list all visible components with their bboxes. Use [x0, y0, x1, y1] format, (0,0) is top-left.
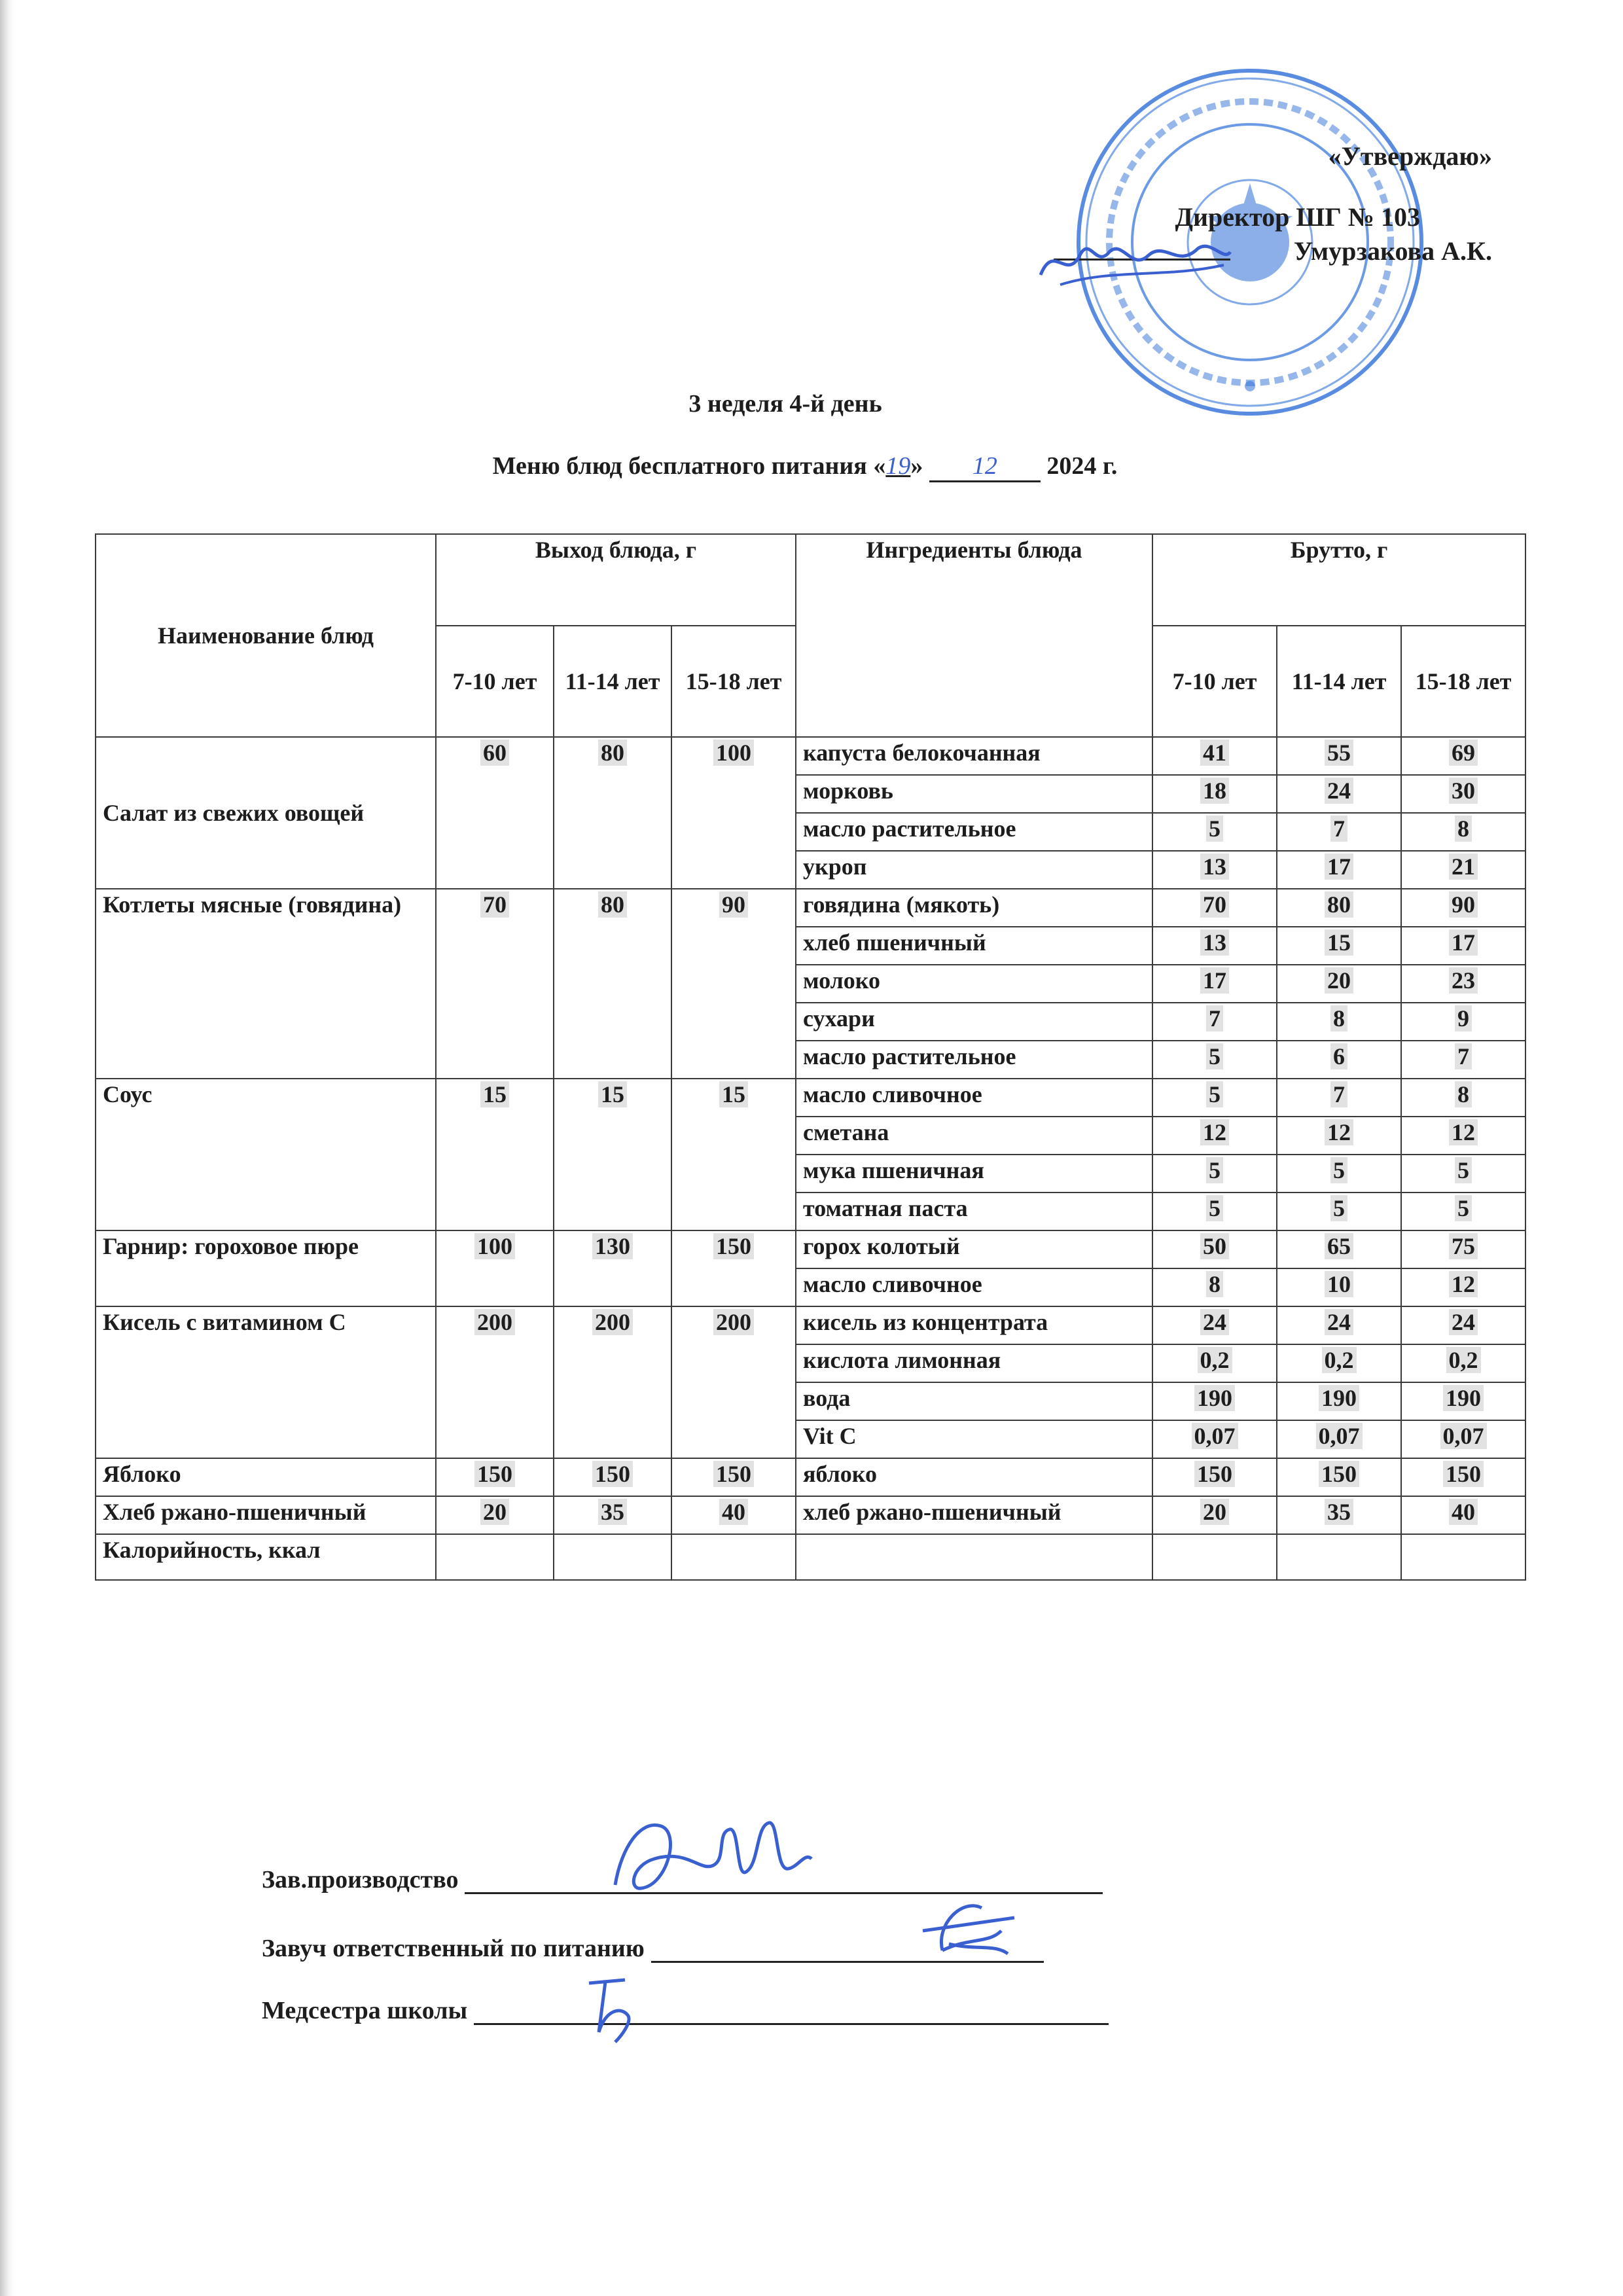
ingredient-gross-15-18: [1401, 1458, 1525, 1496]
dish-output-11-14: [554, 889, 671, 1079]
dish-output-value: 150: [713, 1233, 754, 1259]
table-row: [96, 1079, 1525, 1117]
ingredient-gross-11-14: [1277, 1344, 1401, 1382]
nurse-signature: [576, 1970, 641, 2049]
dish-name: Котлеты мясные (говядина): [96, 889, 436, 1079]
table-row: [96, 1496, 1525, 1534]
calories-cell: [1152, 1534, 1277, 1580]
ingredient-gross-value: 0,07: [1316, 1423, 1363, 1449]
ingredient-gross-11-14: [1277, 1496, 1401, 1534]
menu-table: [95, 533, 1526, 1581]
ingredient-gross-value: 41: [1200, 740, 1229, 766]
ingredient-gross-7-10: [1152, 1230, 1277, 1268]
ingredient-name: молоко: [796, 965, 1152, 1003]
dish-output-value: 200: [592, 1309, 633, 1335]
ingredient-gross-value: 13: [1200, 853, 1229, 880]
ingredient-gross-value: 150: [1319, 1461, 1359, 1487]
dish-output-11-14: [554, 1496, 671, 1534]
dish-output-7-10: [436, 1079, 554, 1230]
ingredient-name: мука пшеничная: [796, 1155, 1152, 1193]
ingredient-name: хлеб ржано-пшеничный: [796, 1496, 1152, 1534]
ingredient-name: горох колотый: [796, 1230, 1152, 1268]
ingredient-gross-15-18: [1401, 851, 1525, 889]
ingredient-gross-11-14: [1277, 1041, 1401, 1079]
ingredient-gross-15-18: [1401, 1155, 1525, 1193]
ingredient-gross-value: 5: [1455, 1195, 1472, 1221]
ingredient-gross-value: 6: [1330, 1043, 1347, 1069]
footer-nurse-line: [474, 2000, 1109, 2025]
ingredient-gross-value: 20: [1325, 967, 1353, 994]
ingredient-gross-value: 24: [1200, 1309, 1229, 1335]
production-signature: [602, 1806, 818, 1911]
ingredient-gross-15-18: [1401, 927, 1525, 965]
footer-nurse-label: Медсестра школы: [262, 1997, 468, 2024]
ingredient-gross-11-14: [1277, 1155, 1401, 1193]
dish-output-15-18: [671, 1496, 796, 1534]
ingredient-gross-11-14: [1277, 1193, 1401, 1230]
calories-label: Калорийность, ккал: [96, 1534, 436, 1580]
ingredient-gross-11-14: [1277, 965, 1401, 1003]
ingredient-gross-15-18: [1401, 1496, 1525, 1534]
ingredient-gross-11-14: [1277, 813, 1401, 851]
ingredient-gross-value: 50: [1200, 1233, 1229, 1259]
ingredient-gross-value: 90: [1449, 891, 1478, 918]
ingredient-gross-value: 12: [1325, 1119, 1353, 1145]
ingredient-gross-15-18: [1401, 813, 1525, 851]
header-ingredients: Ингредиенты блюда: [796, 534, 1152, 737]
approval-director: Директор ШГ № 103: [1175, 202, 1420, 232]
ingredient-gross-15-18: [1401, 965, 1525, 1003]
ingredient-gross-value: 18: [1200, 778, 1229, 804]
calories-cell: [436, 1534, 554, 1580]
ingredient-gross-7-10: [1152, 965, 1277, 1003]
ingredient-gross-value: 8: [1455, 816, 1472, 842]
dish-name: Гарнир: гороховое пюре: [96, 1230, 436, 1306]
ingredient-gross-value: 150: [1443, 1461, 1484, 1487]
ingredient-name: масло сливочное: [796, 1079, 1152, 1117]
ingredient-gross-value: 7: [1330, 816, 1347, 842]
dish-output-7-10: [436, 889, 554, 1079]
ingredient-gross-11-14: [1277, 1079, 1401, 1117]
header-output-age-15-18: 15-18 лет: [671, 626, 796, 737]
ingredient-gross-7-10: [1152, 1079, 1277, 1117]
menu-day: 19: [885, 452, 911, 480]
dish-output-value: 15: [719, 1081, 748, 1107]
ingredient-gross-value: 5: [1206, 1195, 1223, 1221]
dish-name: Кисель с витамином С: [96, 1306, 436, 1458]
ingredient-gross-7-10: [1152, 1041, 1277, 1079]
dish-output-15-18: [671, 1079, 796, 1230]
ingredient-gross-11-14: [1277, 927, 1401, 965]
ingredient-name: яблоко: [796, 1458, 1152, 1496]
header-gross-age-11-14: 11-14 лет: [1277, 626, 1401, 737]
ingredient-gross-7-10: [1152, 1496, 1277, 1534]
ingredient-gross-7-10: [1152, 851, 1277, 889]
ingredient-gross-value: 23: [1449, 967, 1478, 994]
dish-output-11-14: [554, 1230, 671, 1306]
ingredient-gross-7-10: [1152, 1155, 1277, 1193]
ingredient-name: сметана: [796, 1117, 1152, 1155]
ingredient-gross-7-10: [1152, 1117, 1277, 1155]
dish-output-15-18: [671, 889, 796, 1079]
calories-cell: [671, 1534, 796, 1580]
dish-name: Яблоко: [96, 1458, 436, 1496]
header-dish-name: Наименование блюд: [96, 534, 436, 737]
ingredient-gross-11-14: [1277, 775, 1401, 813]
ingredient-gross-15-18: [1401, 1268, 1525, 1306]
table-row: [96, 1306, 1525, 1344]
ingredient-gross-value: 7: [1455, 1043, 1472, 1069]
dish-output-value: 200: [713, 1309, 754, 1335]
ingredient-gross-value: 20: [1200, 1499, 1229, 1525]
dish-output-value: 80: [598, 891, 627, 918]
header-gross: Брутто, г: [1152, 534, 1525, 626]
menu-mid: »: [910, 452, 929, 480]
ingredient-name: капуста белокочанная: [796, 737, 1152, 775]
ingredient-gross-value: 24: [1325, 778, 1353, 804]
ingredient-gross-value: 7: [1330, 1081, 1347, 1107]
table-row: [96, 889, 1525, 927]
ingredient-gross-15-18: [1401, 1003, 1525, 1041]
ingredient-gross-11-14: [1277, 1420, 1401, 1458]
dish-output-11-14: [554, 1079, 671, 1230]
ingredient-gross-value: 24: [1449, 1309, 1478, 1335]
ingredient-gross-11-14: [1277, 1117, 1401, 1155]
menu-month: 12: [929, 452, 1041, 482]
ingredient-name: кисель из концентрата: [796, 1306, 1152, 1344]
calories-cell: [796, 1534, 1152, 1580]
calories-cell: [554, 1534, 671, 1580]
footer-production-label: Зав.производство: [262, 1866, 459, 1893]
footer-head-teacher-label: Завуч ответственный по питанию: [262, 1935, 645, 1962]
ingredient-gross-11-14: [1277, 889, 1401, 927]
dish-output-value: 150: [474, 1461, 515, 1487]
ingredient-gross-7-10: [1152, 1003, 1277, 1041]
dish-output-7-10: [436, 1306, 554, 1458]
dish-output-11-14: [554, 737, 671, 889]
ingredient-gross-15-18: [1401, 1041, 1525, 1079]
ingredient-gross-value: 30: [1449, 778, 1478, 804]
ingredient-gross-7-10: [1152, 1306, 1277, 1344]
ingredient-gross-value: 10: [1325, 1271, 1353, 1297]
ingredient-gross-11-14: [1277, 1268, 1401, 1306]
ingredient-gross-11-14: [1277, 1230, 1401, 1268]
dish-output-value: 100: [474, 1233, 515, 1259]
dish-output-value: 70: [480, 891, 509, 918]
head-teacher-signature: [903, 1892, 1021, 1964]
ingredient-gross-value: 8: [1455, 1081, 1472, 1107]
ingredient-gross-7-10: [1152, 1382, 1277, 1420]
ingredient-gross-7-10: [1152, 1344, 1277, 1382]
ingredient-gross-11-14: [1277, 737, 1401, 775]
footer-nurse: [262, 1996, 1109, 2025]
ingredient-gross-15-18: [1401, 1420, 1525, 1458]
ingredient-gross-7-10: [1152, 813, 1277, 851]
ingredient-gross-value: 5: [1455, 1157, 1472, 1183]
approval-title: «Утверждаю»: [1328, 141, 1492, 171]
dish-output-15-18: [671, 1306, 796, 1458]
approval-name: Умурзакова А.К.: [1293, 236, 1492, 266]
ingredient-gross-value: 5: [1206, 1081, 1223, 1107]
ingredient-gross-15-18: [1401, 1230, 1525, 1268]
ingredient-gross-15-18: [1401, 1193, 1525, 1230]
ingredient-gross-value: 8: [1330, 1005, 1347, 1031]
ingredient-name: хлеб пшеничный: [796, 927, 1152, 965]
ingredient-gross-15-18: [1401, 775, 1525, 813]
ingredient-name: масло сливочное: [796, 1268, 1152, 1306]
dish-output-11-14: [554, 1458, 671, 1496]
dish-output-7-10: [436, 1458, 554, 1496]
ingredient-gross-value: 190: [1319, 1385, 1359, 1411]
dish-output-value: 200: [474, 1309, 515, 1335]
ingredient-gross-value: 17: [1449, 929, 1478, 956]
ingredient-gross-11-14: [1277, 851, 1401, 889]
dish-output-value: 40: [719, 1499, 748, 1525]
ingredient-gross-7-10: [1152, 775, 1277, 813]
ingredient-gross-value: 0,07: [1440, 1423, 1487, 1449]
ingredient-gross-15-18: [1401, 737, 1525, 775]
header-output-age-7-10: 7-10 лет: [436, 626, 554, 737]
dish-output-11-14: [554, 1306, 671, 1458]
ingredient-gross-15-18: [1401, 1117, 1525, 1155]
ingredient-gross-15-18: [1401, 1382, 1525, 1420]
ingredient-gross-value: 0,2: [1446, 1347, 1481, 1373]
ingredient-gross-value: 5: [1330, 1157, 1347, 1183]
ingredient-name: масло растительное: [796, 813, 1152, 851]
header-gross-age-15-18: 15-18 лет: [1401, 626, 1525, 737]
week-day-title: 3 неделя 4-й день: [688, 390, 882, 418]
ingredient-name: сухари: [796, 1003, 1152, 1041]
header-output-age-11-14: 11-14 лет: [554, 626, 671, 737]
ingredient-gross-value: 9: [1455, 1005, 1472, 1031]
menu-body: [96, 737, 1525, 1534]
ingredient-gross-7-10: [1152, 1458, 1277, 1496]
ingredient-gross-value: 13: [1200, 929, 1229, 956]
table-row: [96, 1230, 1525, 1268]
ingredient-name: кислота лимонная: [796, 1344, 1152, 1382]
ingredient-gross-value: 70: [1200, 891, 1229, 918]
ingredient-name: морковь: [796, 775, 1152, 813]
director-signature: [1034, 223, 1237, 295]
ingredient-gross-15-18: [1401, 889, 1525, 927]
dish-output-value: 15: [598, 1081, 627, 1107]
ingredient-gross-15-18: [1401, 1344, 1525, 1382]
dish-output-7-10: [436, 1496, 554, 1534]
ingredient-gross-15-18: [1401, 1306, 1525, 1344]
ingredient-gross-value: 0,2: [1322, 1347, 1357, 1373]
ingredient-gross-value: 17: [1200, 967, 1229, 994]
ingredient-gross-7-10: [1152, 889, 1277, 927]
dish-output-value: 130: [592, 1233, 633, 1259]
ingredient-gross-value: 65: [1325, 1233, 1353, 1259]
ingredient-gross-value: 5: [1330, 1195, 1347, 1221]
dish-output-15-18: [671, 737, 796, 889]
dish-output-value: 15: [480, 1081, 509, 1107]
ingredient-gross-value: 5: [1206, 1157, 1223, 1183]
ingredient-gross-value: 12: [1200, 1119, 1229, 1145]
dish-output-value: 100: [713, 740, 754, 766]
ingredient-gross-value: 8: [1206, 1271, 1223, 1297]
dish-output-15-18: [671, 1458, 796, 1496]
ingredient-gross-value: 5: [1206, 816, 1223, 842]
ingredient-name: масло растительное: [796, 1041, 1152, 1079]
ingredient-gross-value: 5: [1206, 1043, 1223, 1069]
table-row: [96, 1458, 1525, 1496]
dish-output-value: 20: [480, 1499, 509, 1525]
ingredient-gross-value: 80: [1325, 891, 1353, 918]
dish-output-value: 150: [713, 1461, 754, 1487]
calories-cell: [1401, 1534, 1525, 1580]
dish-output-value: 60: [480, 740, 509, 766]
ingredient-gross-value: 190: [1194, 1385, 1235, 1411]
header-gross-age-7-10: 7-10 лет: [1152, 626, 1277, 737]
ingredient-gross-7-10: [1152, 1268, 1277, 1306]
ingredient-gross-value: 35: [1325, 1499, 1353, 1525]
ingredient-name: говядина (мякоть): [796, 889, 1152, 927]
ingredient-gross-value: 12: [1449, 1271, 1478, 1297]
dish-output-value: 90: [719, 891, 748, 918]
ingredient-name: томатная паста: [796, 1193, 1152, 1230]
dish-name: Соус: [96, 1079, 436, 1230]
ingredient-gross-value: 55: [1325, 740, 1353, 766]
ingredient-name: укроп: [796, 851, 1152, 889]
dish-name: Хлеб ржано-пшеничный: [96, 1496, 436, 1534]
menu-suffix: 2024 г.: [1040, 452, 1118, 480]
ingredient-gross-7-10: [1152, 1193, 1277, 1230]
ingredient-gross-value: 21: [1449, 853, 1478, 880]
ingredient-gross-value: 24: [1325, 1309, 1353, 1335]
ingredient-gross-7-10: [1152, 927, 1277, 965]
dish-output-7-10: [436, 737, 554, 889]
ingredient-gross-7-10: [1152, 1420, 1277, 1458]
dish-name: Салат из свежих овощей: [96, 737, 436, 889]
table-row: [96, 737, 1525, 775]
dish-output-value: 150: [592, 1461, 633, 1487]
menu-date-title: [0, 452, 1616, 482]
menu-prefix: Меню блюд бесплатного питания «: [492, 452, 886, 480]
dish-output-value: 35: [598, 1499, 627, 1525]
ingredient-gross-11-14: [1277, 1458, 1401, 1496]
ingredient-gross-value: 12: [1449, 1119, 1478, 1145]
ingredient-gross-value: 75: [1449, 1233, 1478, 1259]
dish-output-15-18: [671, 1230, 796, 1306]
ingredient-gross-11-14: [1277, 1003, 1401, 1041]
dish-output-value: 80: [598, 740, 627, 766]
ingredient-gross-value: 0,2: [1198, 1347, 1232, 1373]
ingredient-gross-value: 150: [1194, 1461, 1235, 1487]
scan-edge-shadow: [0, 0, 14, 2296]
ingredient-name: Vit C: [796, 1420, 1152, 1458]
ingredient-gross-11-14: [1277, 1382, 1401, 1420]
ingredient-gross-value: 17: [1325, 853, 1353, 880]
dish-output-7-10: [436, 1230, 554, 1306]
ingredient-gross-value: 7: [1206, 1005, 1223, 1031]
ingredient-gross-value: 190: [1443, 1385, 1484, 1411]
header-output: Выход блюда, г: [436, 534, 796, 626]
ingredient-gross-value: 69: [1449, 740, 1478, 766]
ingredient-gross-value: 0,07: [1192, 1423, 1238, 1449]
ingredient-gross-value: 40: [1449, 1499, 1478, 1525]
ingredient-gross-15-18: [1401, 1079, 1525, 1117]
ingredient-gross-7-10: [1152, 737, 1277, 775]
ingredient-gross-value: 15: [1325, 929, 1353, 956]
calories-cell: [1277, 1534, 1401, 1580]
ingredient-name: вода: [796, 1382, 1152, 1420]
ingredient-gross-11-14: [1277, 1306, 1401, 1344]
